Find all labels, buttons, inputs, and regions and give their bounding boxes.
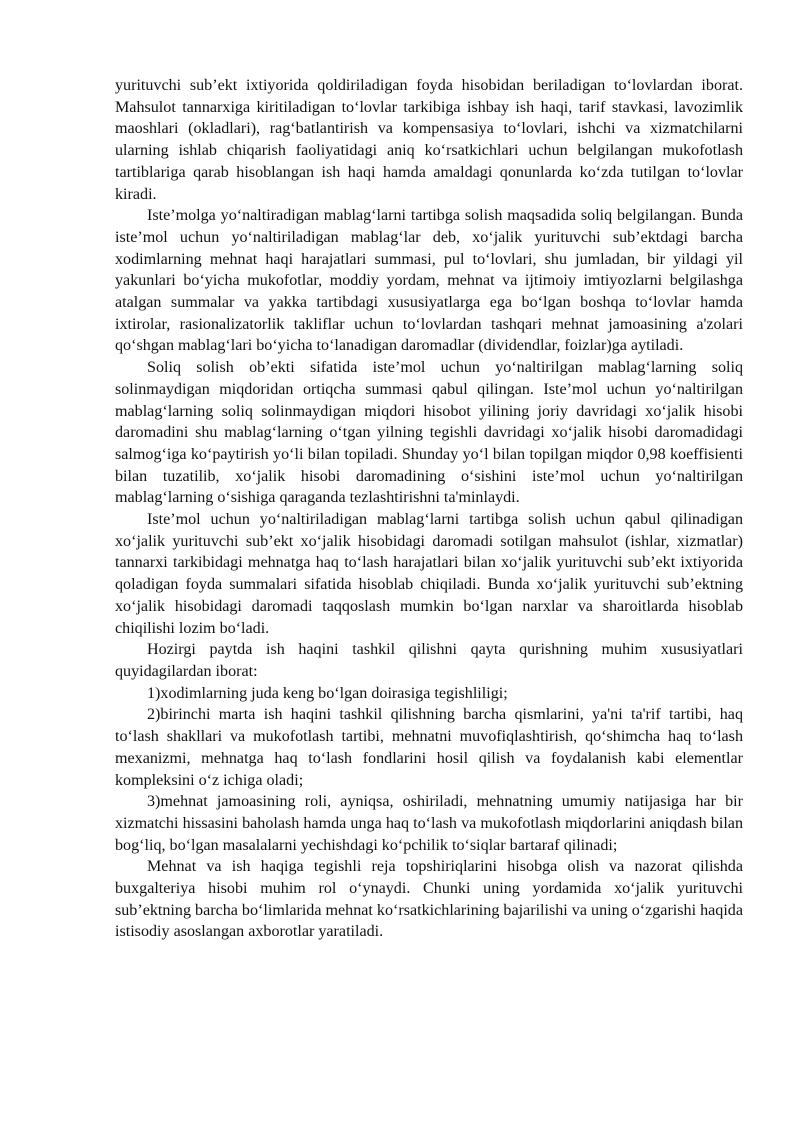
paragraph: Iste’molga yo‘naltiradigan mablag‘larni tartibga solish maqsadida soliq belgilangan. Bunda iste’mol uchun yo‘naltiriladigan mablag‘lar deb, xo‘jalik yurituvchi sub’ektdagi barcha xodimlarning mehnat haqi harajatlari summasi, pul to‘lovlari, shu jumladan, bir yildagi yil yakunlari bo‘yicha mukofotlar, moddiy yordam, mehnat va ijtimoiy imtiyozlarni belgilashga atalgan summalar va yakka tartibdagi xususiyatlarga ega bo‘lgan boshqa to‘lovlar hamda ixtirolar, rasionalizatorlik takliflar uchun to‘lovlardan tashqari mehnat jamoasining a'zolari qo‘shgan mablag‘lari bo‘yicha to‘lanadigan daromadlar (dividendlar, foizlar)ga aytiladi. bbox=[115, 207, 743, 355]
paragraph: yurituvchi sub’ekt ixtiyorida qoldiriladigan foyda hisobidan beriladigan to‘lovlardan iborat. Mahsulot tannarxiga kiritiladigan to‘lovlar tarkibiga ishbay ish haqi, tarif stavkasi, lavozimlik maoshlari (okladlari), rag‘batlantirish va kompensasiya to‘lovlari, ishchi va xizmatchilarni ularning ishlab chiqarish faoliyatidagi aniq ko‘rsatkichlari uchun belgilangan mukofotlash tartiblariga qarab hisoblangan ish haqi hamda amaldagi qonunlarda ko‘zda tutilgan to‘lovlar kiradi. bbox=[115, 77, 743, 203]
list-item: 3)mehnat jamoasining roli, ayniqsa, oshiriladi, mehnatning umumiy natijasiga har bir xizmatchi hissasini baholash hamda unga haq to‘lash va mukofotlash miqdorlarini aniqdash bilan bog‘liq, bo‘lgan masalalarni yechishdagi ko‘pchilik to‘siqlar bartaraf qilinadi; bbox=[115, 793, 743, 854]
paragraph: Soliq solish ob’ekti sifatida iste’mol uchun yo‘naltirilgan mablag‘larning soliq solinmaydigan miqdoridan ortiqcha summasi qabul qilingan. Iste’mol uchun yo‘naltirilgan mablag‘larning soliq solinmaydigan miqdori hisobot yilining joriy davridagi xo‘jalik hisobi daromadini shu mablag‘larning o‘tgan yilning tegishli davridagi xo‘jalik hisobi daromadidagi salmog‘iga ko‘paytirish yo‘li bilan topiladi. Shunday yo‘l bilan topilgan miqdor 0,98 koeffisienti bilan tuzatilib, xo‘jalik hisobi daromadining o‘sishini iste’mol uchun yo‘naltirilgan mablag‘larning o‘sishiga qaraganda tezlashtirishni ta'minlaydi. bbox=[115, 359, 743, 507]
paragraph: Iste’mol uchun yo‘naltiriladigan mablag‘larni tartibga solish uchun qabul qilinadigan xo‘jalik yurituvchi sub’ekt xo‘jalik hisobidagi daromadi sotilgan mahsulot (ishlar, xizmatlar) tannarxi tarkibidagi mehnatga haq to‘lash harajatlari bilan xo‘jalik yurituvchi sub’ekt ixtiyorida qoladigan foyda summalari sifatida hisoblab chiqiladi. Bunda xo‘jalik yurituvchi sub’ektning xo‘jalik hisobidagi daromadi taqqoslash mumkin bo‘lgan narxlar va sharoitlarda hisoblab chiqilishi lozim bo‘ladi. bbox=[115, 511, 743, 637]
paragraph: Hozirgi paytda ish haqini tashkil qilishni qayta qurishning muhim xususiyatlari quyidagilardan iborat: bbox=[115, 641, 743, 680]
paragraph: Mehnat va ish haqiga tegishli reja topshiriqlarini hisobga olish va nazorat qilishda buxgalteriya hisobi muhim rol o‘ynaydi. Chunki uning yordamida xo‘jalik yurituvchi sub’ektning barcha bo‘limlarida mehnat ko‘rsatkichlarining bajarilishi va uning o‘zgarishi haqida istisodiy asoslangan axborotlar yaratiladi. bbox=[115, 858, 743, 941]
list-item: 1)xodimlarning juda keng bo‘lgan doirasiga tegishliligi; bbox=[147, 684, 508, 702]
list-item: 2)birinchi marta ish haqini tashkil qilishning barcha qismlarini, ya'ni ta'rif tartibi, haq to‘lash shakllari va mukofotlash tartibi, mehnatni muvofiqlashtirish, qo‘shimcha haq to‘lash mexanizmi, mehnatga haq to‘lash fondlarini hosil qilish va foydalanish kabi elementlar kompleksini o‘z ichiga oladi; bbox=[115, 706, 743, 789]
document-page bbox=[115, 75, 743, 943]
